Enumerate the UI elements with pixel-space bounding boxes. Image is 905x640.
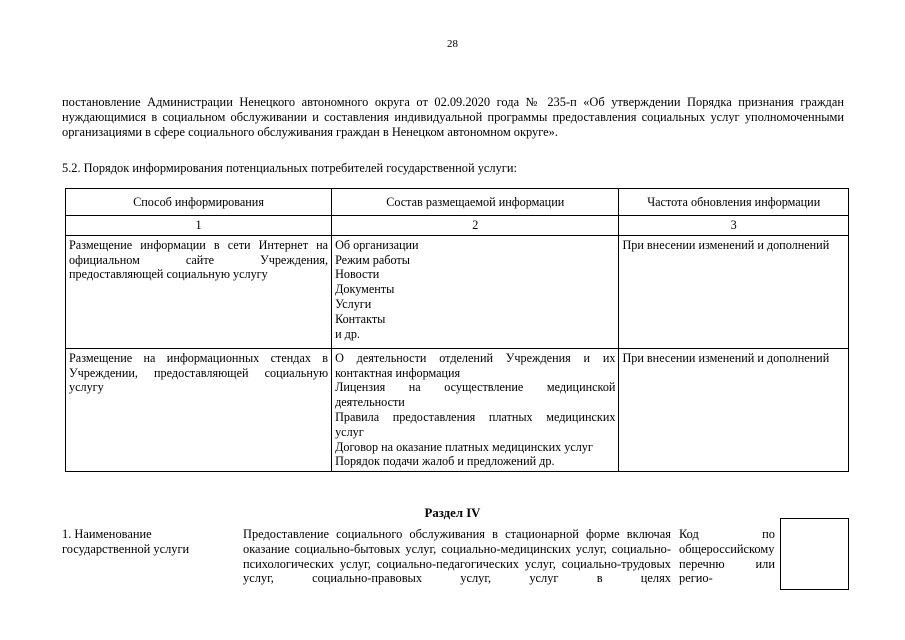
table-row bbox=[66, 235, 849, 348]
frequency-cell: При внесении изменений и дополнений bbox=[619, 235, 849, 348]
content-item: Услуги bbox=[335, 296, 372, 311]
service-code-box bbox=[780, 518, 849, 590]
intro-paragraph: постановление Администрации Ненецкого автономного округа от 02.09.2020 года № 235-п «Об утверждении Порядка признания граждан нуждающимися в социальном обслуживании и составления индивидуальной программы предоставления социальных услуг уполномоченными организациями в сфере социального обслуживания граждан в Ненецком автономном округе». bbox=[62, 95, 844, 139]
content-cell bbox=[332, 348, 619, 471]
information-table bbox=[65, 188, 849, 472]
content-item: Порядок подачи жалоб и предложений др. bbox=[335, 454, 555, 469]
content-item: Лицензия на осуществление медицинской деятельности bbox=[335, 380, 616, 410]
frequency-cell: При внесении изменений и дополнений bbox=[619, 348, 849, 471]
table-number-row bbox=[66, 216, 849, 236]
service-name-label: 1. Наименование государственной услуги bbox=[62, 527, 190, 556]
content-item: Договор на оказание платных медицинских услуг bbox=[335, 439, 593, 454]
table-row bbox=[66, 348, 849, 471]
column-number: 2 bbox=[332, 216, 619, 236]
section-heading: 5.2. Порядок информирования потенциальных потребителей государственной услуги: bbox=[62, 161, 517, 175]
page-number: 28 bbox=[447, 38, 458, 50]
content-item: Контакты bbox=[335, 311, 386, 326]
table-header-cell: Способ информирования bbox=[66, 189, 332, 216]
service-description: Предоставление социального обслуживания в стационарной форме включая оказание социально-бытовых услуг, социально-медицинских услуг, социально-психологических услуг, социально-педагогических услуг, социально-трудовых услуг, социально-правовых услуг, услуг в целях bbox=[243, 527, 671, 586]
content-item: О деятельности отделений Учреждения и их контактная информация bbox=[335, 350, 616, 380]
content-item: Об организации bbox=[335, 237, 419, 252]
content-item: Новости bbox=[335, 267, 380, 282]
table-header-cell: Частота обновления информации bbox=[619, 189, 849, 216]
content-item: Документы bbox=[335, 282, 395, 297]
method-cell: Размещение информации в сети Интернет на официальном сайте Учреждения, предоставляющей социальную услугу bbox=[66, 235, 332, 348]
column-number: 1 bbox=[66, 216, 332, 236]
part-title: Раздел IV bbox=[424, 506, 481, 520]
table-header-row bbox=[66, 189, 849, 216]
service-code-label: Код по общероссийскому перечню или регио- bbox=[679, 527, 775, 586]
method-cell: Размещение на информационных стендах в Учреждении, предоставляющей социальную услугу bbox=[66, 348, 332, 471]
content-item: Правила предоставления платных медицинских услуг bbox=[335, 409, 616, 439]
column-number: 3 bbox=[619, 216, 849, 236]
content-item: Режим работы bbox=[335, 252, 410, 267]
content-cell bbox=[332, 235, 619, 348]
table-header-cell: Состав размещаемой информации bbox=[332, 189, 619, 216]
content-item: и др. bbox=[335, 326, 360, 341]
